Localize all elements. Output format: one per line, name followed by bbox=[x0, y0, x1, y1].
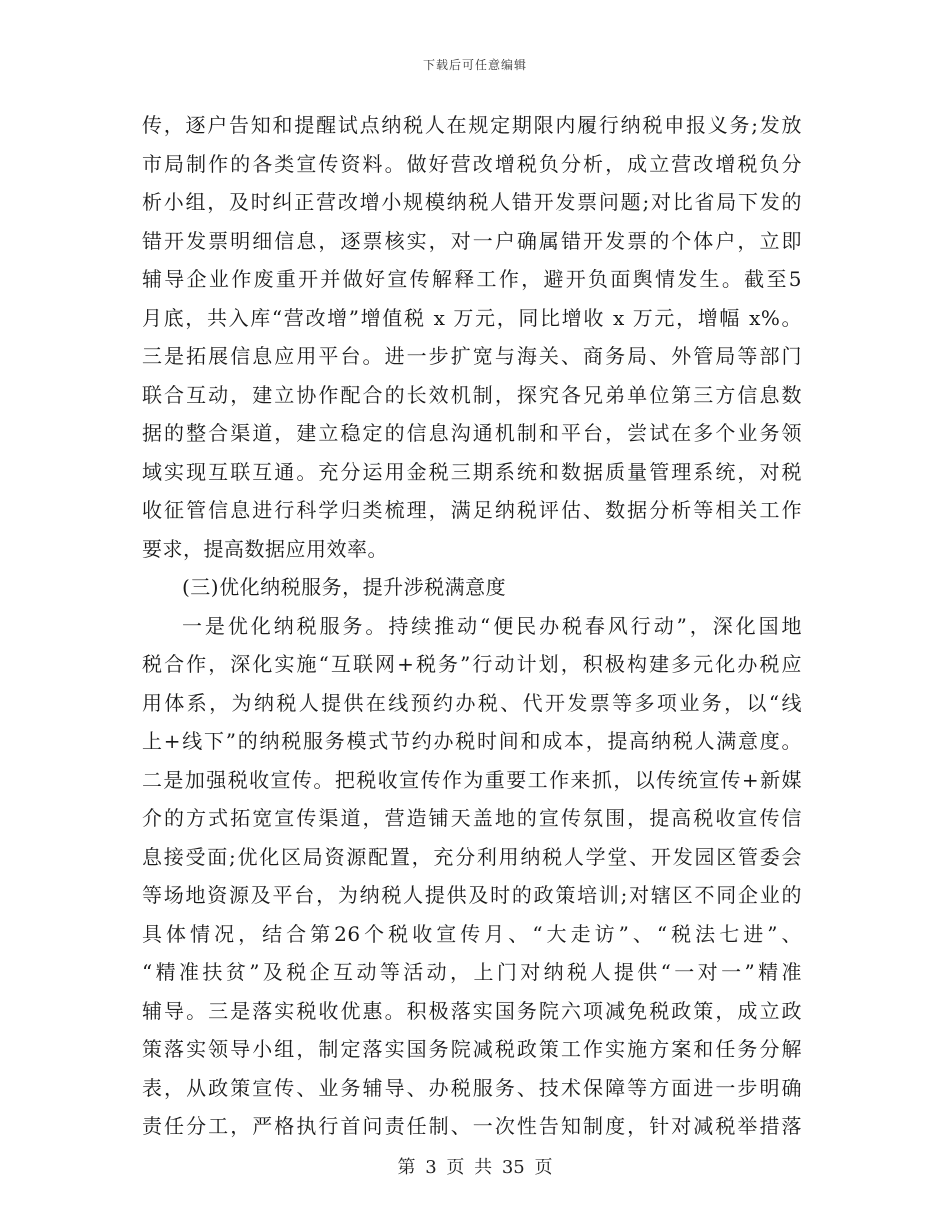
text-line: 具体情况，结合第26个税收宣传月、“大走访”、“税法七进”、 bbox=[142, 921, 802, 946]
text-line: 辅导。三是落实税收优惠。积极落实国务院六项减免税政策，成立政 bbox=[142, 998, 802, 1023]
text-line: 辅导企业作废重开并做好宣传解释工作，避开负面舆情发生。截至5 bbox=[142, 267, 802, 291]
text-line: 月底，共入库“营改增”增值税 x 万元，同比增收 x 万元，增幅 x%。 bbox=[142, 305, 802, 330]
text-line: 等场地资源及平台，为纳税人提供及时的政策培训;对辖区不同企业的 bbox=[142, 883, 802, 907]
text-line: 传，逐户告知和提醒试点纳税人在规定期限内履行纳税申报义务;发放 bbox=[142, 113, 802, 137]
text-line: 据的整合渠道，建立稳定的信息沟通机制和平台，尝试在多个业务领 bbox=[142, 421, 802, 445]
text-line: 联合互动，建立协作配合的长效机制，探究各兄弟单位第三方信息数 bbox=[142, 382, 802, 407]
text-line: 收征管信息进行科学归类梳理，满足纳税评估、数据分析等相关工作 bbox=[142, 498, 802, 522]
text-line: 上+线下”的纳税服务模式节约办税时间和成本，提高纳税人满意度。 bbox=[142, 729, 802, 753]
document-body bbox=[142, 106, 802, 1146]
text-line: 责任分工，严格执行首问责任制、一次性告知制度，针对减税举措落 bbox=[142, 1114, 802, 1138]
text-line: 域实现互联互通。充分运用金税三期系统和数据质量管理系统，对税 bbox=[142, 459, 802, 484]
text-line: 三是拓展信息应用平台。进一步扩宽与海关、商务局、外管局等部门 bbox=[142, 344, 802, 368]
text-line: 二是加强税收宣传。把税收宣传作为重要工作来抓，以传统宣传+新媒 bbox=[142, 767, 802, 792]
page-header: 下载后可任意编辑 bbox=[422, 58, 527, 72]
section-heading: (三)优化纳税服务，提升涉税满意度 bbox=[182, 575, 507, 599]
text-line: 税合作，深化实施“互联网+税务”行动计划，积极构建多元化办税应 bbox=[142, 652, 802, 676]
text-line: 要求，提高数据应用效率。 bbox=[142, 536, 388, 561]
text-line: 介的方式拓宽宣传渠道，营造铺天盖地的宣传氛围，提高税收宣传信 bbox=[142, 806, 802, 830]
text-line: 表，从政策宣传、业务辅导、办税服务、技术保障等方面进一步明确 bbox=[142, 1075, 802, 1100]
text-line: 析小组，及时纠正营改增小规模纳税人错开发票问题;对比省局下发的 bbox=[142, 190, 802, 214]
text-line: 用体系，为纳税人提供在线预约办税、代开发票等多项业务，以“线 bbox=[142, 690, 802, 715]
text-line: “精准扶贫”及税企互动等活动，上门对纳税人提供“一对一”精准 bbox=[142, 960, 802, 984]
text-line: 息接受面;优化区局资源配置，充分利用纳税人学堂、开发园区管委会 bbox=[142, 844, 802, 869]
text-line: 一是优化纳税服务。持续推动“便民办税春风行动”，深化国地 bbox=[182, 613, 802, 638]
text-line: 策落实领导小组，制定落实国务院减税政策工作实施方案和任务分解 bbox=[142, 1037, 802, 1061]
text-line: 市局制作的各类宣传资料。做好营改增税负分析，成立营改增税负分 bbox=[142, 151, 802, 176]
page-footer: 第 3 页 共 35 页 bbox=[397, 1157, 553, 1178]
text-line: 错开发票明细信息，逐票核实，对一户确属错开发票的个体户，立即 bbox=[142, 228, 802, 253]
